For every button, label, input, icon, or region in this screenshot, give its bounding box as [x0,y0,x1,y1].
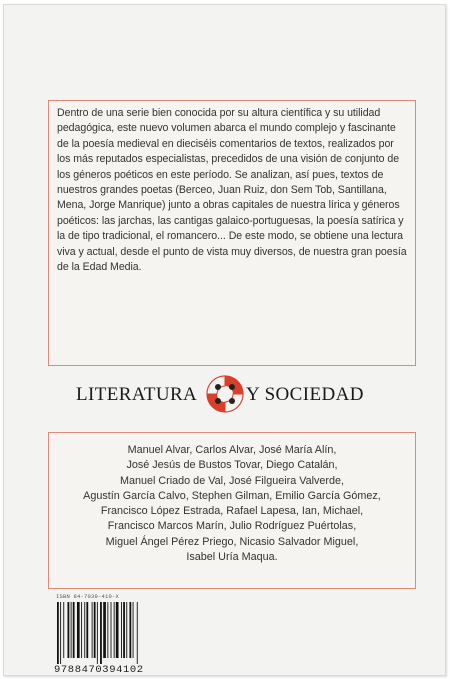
authors-list [49,443,415,565]
authors-box [48,432,416,589]
author-line: José Jesús de Bustos Tovar, Diego Catalán, [126,459,338,472]
barcode-digits: 9788470394102 [54,664,144,676]
author-line: Agustín García Calvo, Stephen Gilman, Emilio García Gómez, [83,489,381,502]
series-title [4,375,445,415]
barcode-icon [56,602,168,664]
author-line: Francisco López Estrada, Rafael Lapesa, Ian, Michael, [100,505,364,518]
author-line: Isabel Uría Maqua. [186,551,278,564]
blurb-text: Dentro de una serie bien conocida por su altura científica y su utilidad pedagógica, este nuevo volumen abarca el mundo complejo y fascinante de la poesía medieval en dieciséis comentarios de textos, realizados por los más reputados especialistas, precedidos de una visión de conjunto de los géneros poéticos en este período. Se analizan, así pues, textos de nuestros grandes poetas (Berceo, Juan Ruiz, don Sem Tob, Santillana, Mena, Jorge Manrique) junto a obras capitales de nuestra lírica y géneros poéticos: las jarchas, las cantigas galaico-portuguesas, la poesía satírica y la de tipo tradicional, el romancero... De este modo, se obtiene una lectura viva y actual, desde el punto de vista muy diversos, de nuestra gran poesía de la Edad Media. [57,107,407,274]
author-line: Francisco Marcos Marín, Julio Rodríguez Puértolas, [107,520,357,533]
isbn-label: ISBN 84-7039-410-X [56,593,120,600]
book-back-cover [3,4,446,676]
blurb-box [48,100,416,366]
series-title-right: Y SOCIEDAD [246,384,364,405]
series-title-left: LITERATURA [76,384,198,405]
author-line: Manuel Alvar, Carlos Alvar, José María Alín, [127,444,337,456]
author-line: Miguel Ángel Pérez Priego, Nicasio Salvador Miguel, [105,535,359,548]
author-line: Manuel Criado de Val, José Filgueira Valverde, [119,474,345,487]
series-emblem-icon [206,375,244,413]
